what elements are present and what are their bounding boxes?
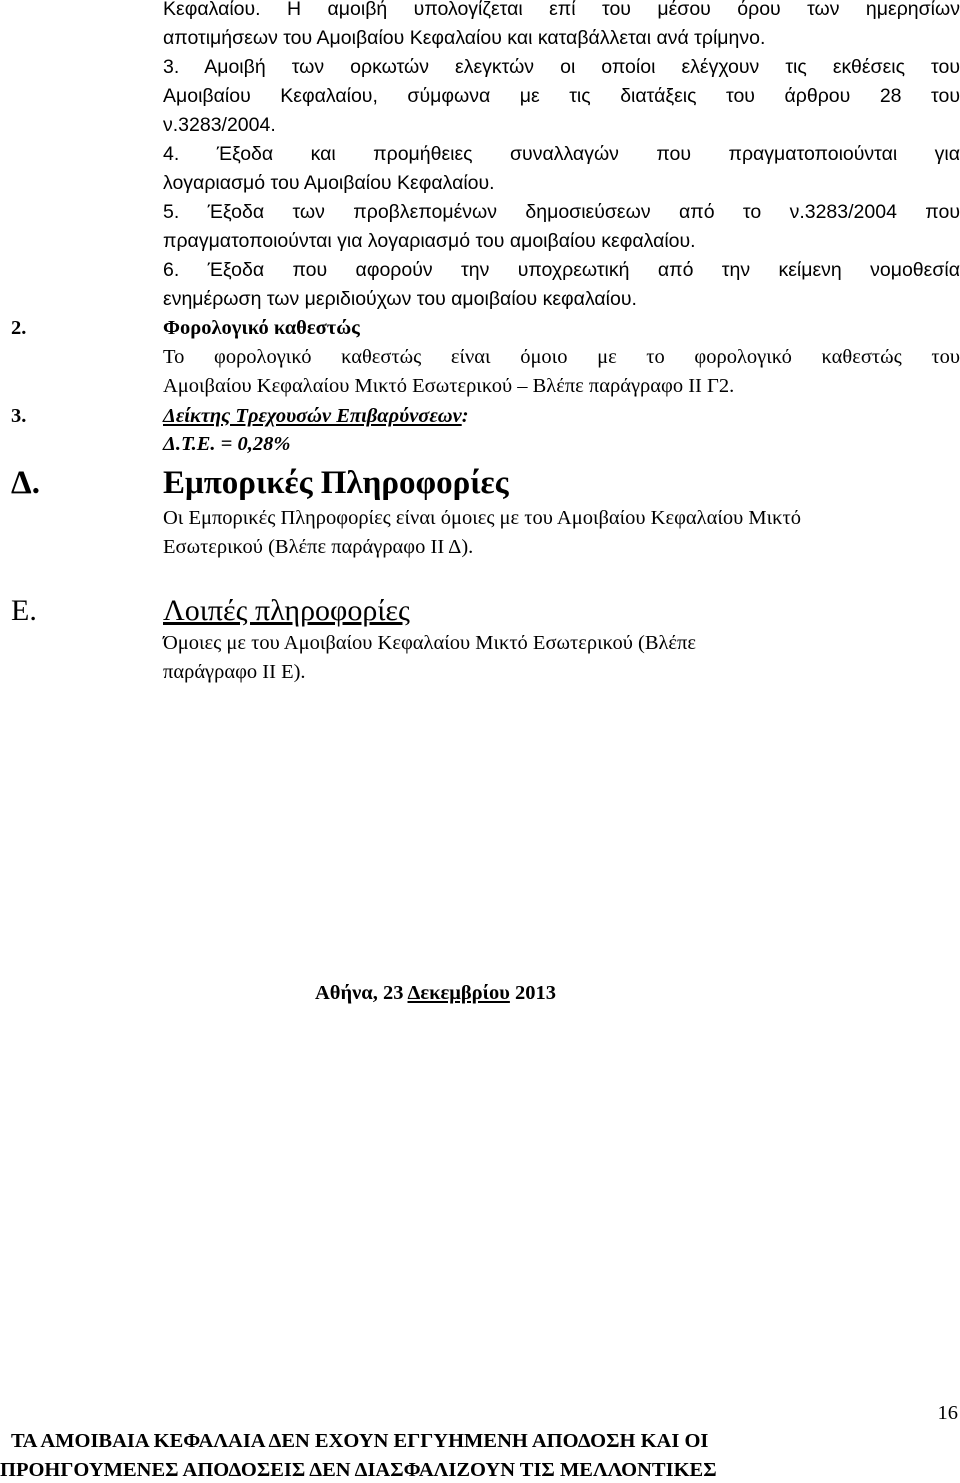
list-item-3-line-2: Αμοιβαίου Κεφαλαίου, σύμφωνα με τις διατάξεις του άρθρου 28 του <box>163 85 960 107</box>
list-item-6-line-2: ενημέρωση των μεριδιούχων του αμοιβαίου κεφαλαίου. <box>163 288 637 310</box>
list-item-5-line-1: 5. Έξοδα των προβλεπομένων δημοσιεύσεων από το ν.3283/2004 που <box>163 201 960 223</box>
fee-calculation-line-2: αποτιμήσεων του Αμοιβαίου Κεφαλαίου και καταβάλλεται ανά τρίμηνο. <box>163 27 766 49</box>
charges-title <box>163 405 469 428</box>
list-item-5-line-2: πραγματοποιούνται για λογαριασμό του αμοιβαίου κεφαλαίου. <box>163 230 696 252</box>
date-year: 2013 <box>509 982 557 1004</box>
list-item-4-line-2: λογαριασμό του Αμοιβαίου Κεφαλαίου. <box>163 172 495 194</box>
fee-calculation-line-1: Κεφαλαίου. Η αμοιβή υπολογίζεται επί του μέσου όρου των ημερησίων <box>163 0 960 20</box>
section-d-title: Εμπορικές Πληροφορίες <box>163 465 509 501</box>
section-e-text-line-1: Όμοιες με του Αμοιβαίου Κεφαλαίου Μικτό Εσωτερικού (Βλέπε <box>163 632 696 654</box>
date-month: Δεκεμβρίου <box>407 982 510 1004</box>
date-line <box>315 982 556 1005</box>
tax-section-title: Φορολογικό καθεστώς <box>163 317 360 339</box>
section-e-title: Λοιπές πληροφορίες <box>163 594 410 627</box>
list-item-3-line-3: ν.3283/2004. <box>163 114 276 136</box>
section-d-text-line-1: Οι Εμπορικές Πληροφορίες είναι όμοιες με του Αμοιβαίου Κεφαλαίου Μικτό <box>163 507 801 529</box>
page-number: 16 <box>937 1402 958 1424</box>
charges-value: Δ.Τ.Ε. = 0,28% <box>163 433 291 455</box>
disclaimer-line-1: ΤΑ ΑΜΟΙΒΑΙΑ ΚΕΦΑΛΑΙΑ ΔΕΝ ΕΧΟΥΝ ΕΓΓΥΗΜΕΝΗ ΑΠΟΔΟΣΗ ΚΑΙ ΟΙ <box>11 1430 709 1452</box>
tax-section-number: 2. <box>11 317 27 339</box>
section-d-letter: Δ. <box>11 465 40 501</box>
tax-text-line-2: Αμοιβαίου Κεφαλαίου Μικτό Εσωτερικού – Βλέπε παράγραφο ΙΙ Γ2. <box>163 375 735 397</box>
charges-title-text: Δείκτης Τρεχουσών Επιβαρύνσεων <box>163 405 462 427</box>
list-item-4-line-1: 4. Έξοδα και προμήθειες συναλλαγών που πραγματοποιούνται για <box>163 143 960 165</box>
tax-text-line-1: Το φορολογικό καθεστώς είναι όμοιο με το φορολογικό καθεστώς του <box>163 346 960 368</box>
section-e-letter: Ε. <box>11 594 37 627</box>
date-prefix: Αθήνα, 23 <box>315 982 408 1004</box>
disclaimer-line-2: ΠΡΟΗΓΟΥΜΕΝΕΣ ΑΠΟΔΟΣΕΙΣ ΔΕΝ ΔΙΑΣΦΑΛΙΖΟΥΝ ΤΙΣ ΜΕΛΛΟΝΤΙΚΕΣ <box>0 1459 717 1481</box>
section-e-text-line-2: παράγραφο ΙΙ Ε). <box>163 661 306 683</box>
charges-title-colon: : <box>461 405 469 427</box>
list-item-6-line-1: 6. Έξοδα που αφορούν την υποχρεωτική από την κείμενη νομοθεσία <box>163 259 960 281</box>
charges-section-number: 3. <box>11 405 27 427</box>
section-d-text-line-2: Εσωτερικού (Βλέπε παράγραφο ΙΙ Δ). <box>163 536 474 558</box>
list-item-3-line-1: 3. Αμοιβή των ορκωτών ελεγκτών οι οποίοι ελέγχουν τις εκθέσεις του <box>163 56 960 78</box>
